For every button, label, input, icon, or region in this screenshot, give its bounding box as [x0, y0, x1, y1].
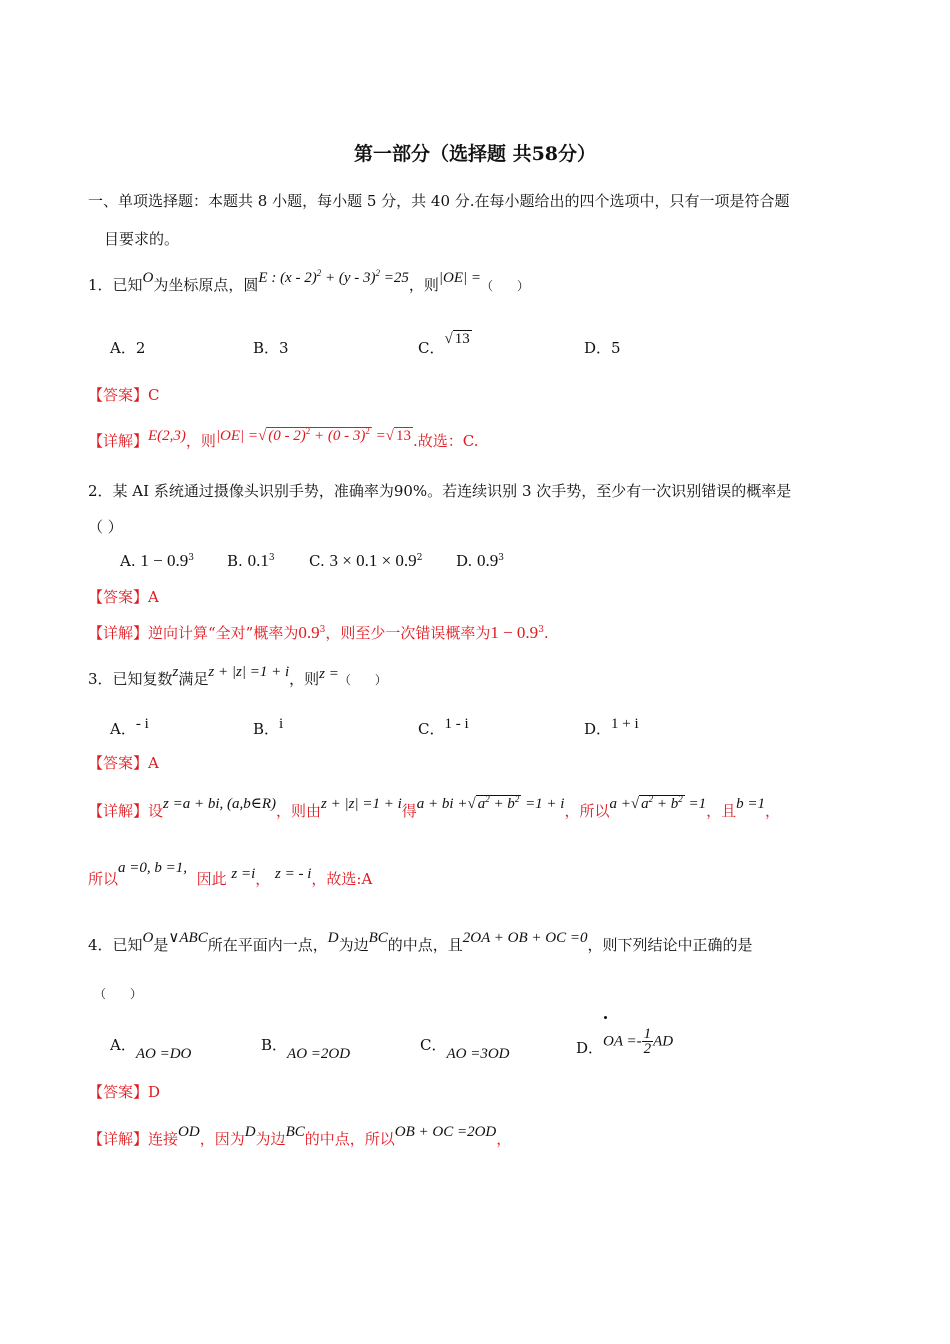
q4-option-a: A．AO =DO: [110, 1036, 192, 1062]
q3-stem: 3．已知复数z满足z + |z| =1 + i，则z =（ ）: [88, 664, 387, 688]
q2-option-b: B. $0.1^3$: [227, 551, 275, 570]
q1-option-a: A．2: [110, 339, 146, 357]
q1-detail: 【详解】E(2,3)，则|OE| =√ (0 - 2)$^2$ + (0 - 3)$^2$ =√ 13 .故选：C.: [88, 426, 479, 450]
section-intro-line1: 一、单项选择题：本题共 8 小题，每小题 5 分，共 40 分.在每小题给出的四个选项中，只有一项是符合题: [88, 192, 790, 210]
q3-answer: 【答案】A: [88, 754, 159, 772]
q2-option-a: A. $1 - 0.9^3$: [120, 551, 194, 570]
q3-option-d: D．1 + i: [584, 716, 639, 738]
q4-option-c: C．AO =3OD: [420, 1036, 510, 1062]
q1-answer: 【答案】C: [88, 386, 160, 404]
q4-paren: （ ）: [94, 987, 143, 1001]
q3-option-b: B．i: [253, 716, 284, 738]
q3-detail-line1: 【详解】设z =a + bi, (a,b∈R)，则由z + |z| =1 + i得a + bi +√ $a^2 + b^2 =1 + i$，所以a +√ $a^2 + b^2 =1$，且b =1，: [88, 794, 781, 820]
q2-option-c: C. $3 \times 0.1 \times 0.9^2$: [309, 551, 423, 570]
q1-option-b: B．3: [253, 339, 289, 357]
q3-option-a: A．- i: [110, 716, 149, 738]
q3-option-c: C．1 - i: [418, 716, 469, 738]
q1-option-d: D．5: [584, 339, 621, 357]
vector-dot-mark: [604, 1016, 607, 1019]
q2-stem-line2: （ ）: [88, 518, 123, 536]
q1-option-c: C．√ 13: [418, 331, 470, 357]
q1-stem: 1．已知O为坐标原点，圆E : (x - 2)$^2$ + (y - 3)$^2$ =25，则|OE| =（ ）: [88, 268, 530, 294]
q2-detail: 【详解】逆向计算“全对”概率为$0.9^3$，则至少一次错误概率为$1 - 0.9^3$.: [88, 623, 549, 642]
q2-answer: 【答案】A: [88, 588, 159, 606]
q4-option-b: B．AO =2OD: [261, 1036, 351, 1062]
q4-answer: 【答案】D: [88, 1083, 161, 1101]
q4-stem: 4．已知O是∨ABC所在平面内一点，D为边BC的中点，且2OA + OB + OC =0，则下列结论中正确的是: [88, 930, 753, 954]
section-intro-line2: 目要求的。: [104, 230, 180, 248]
page-title: 第一部分（选择题 共58分）: [353, 143, 597, 165]
q4-detail: 【详解】连接OD，因为D为边BC的中点，所以OB + OC =2OD，: [88, 1124, 512, 1148]
q4-option-d: D．OA =- $\frac{1}{2}$ AD: [576, 1026, 674, 1057]
q2-stem-line1: 2．某 AI 系统通过摄像头识别手势，准确率为90%。若连续识别 3 次手势，至少有一次识别错误的概率是: [88, 482, 792, 500]
q3-detail-line2: 所以a =0, b =1, 因此 z =i， z = - i，故选:A: [88, 860, 373, 888]
q2-option-d: D. $0.9^3$: [456, 551, 505, 570]
